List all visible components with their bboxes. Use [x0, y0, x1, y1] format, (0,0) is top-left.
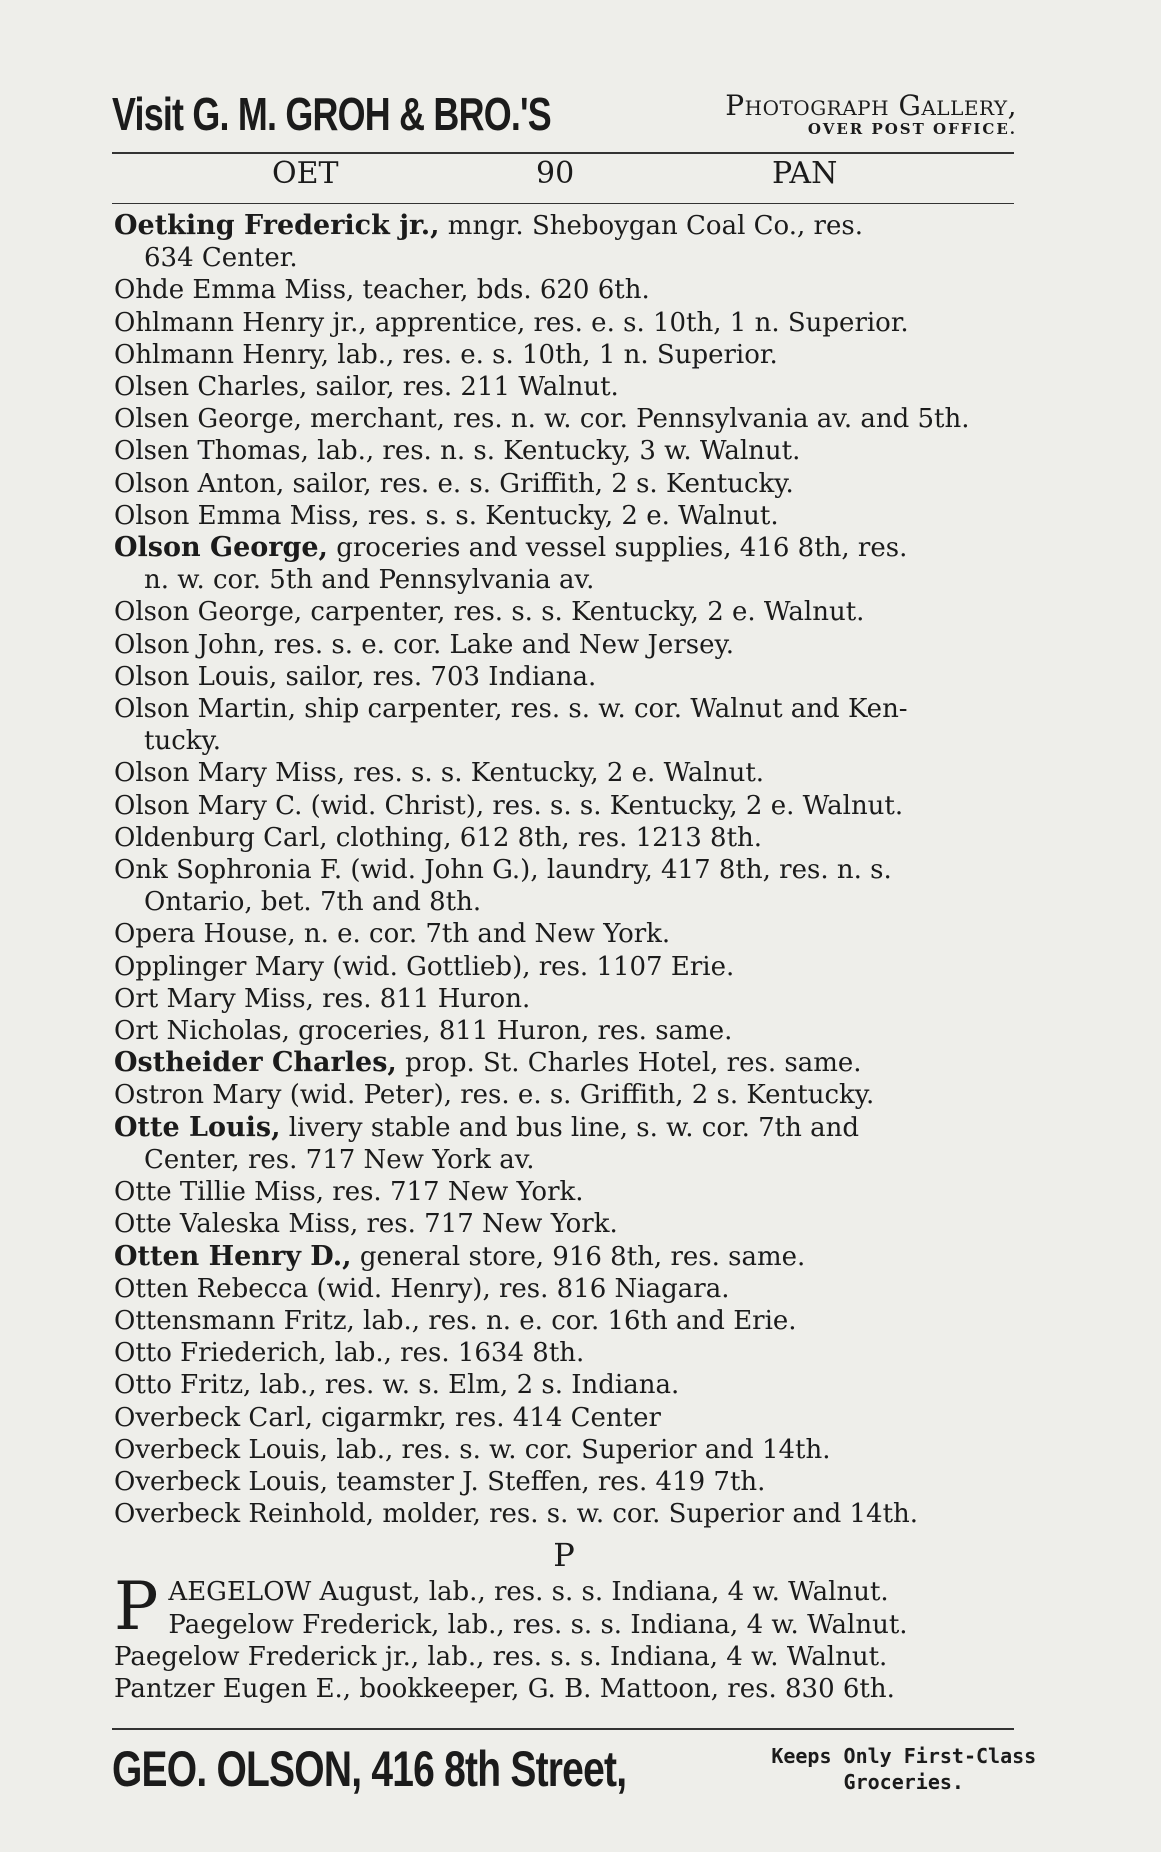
entry-name: Oetking Frederick jr.,	[114, 210, 440, 241]
list-item: Pantzer Eugen E., bookkeeper, G. B. Mattoon, res. 830 6th.	[114, 1673, 895, 1704]
header-left-guide: OET	[272, 156, 339, 191]
entry-text: Overbeck Reinhold, molder, res. s. w. cor. Superior and 14th.	[114, 1499, 919, 1530]
list-item	[114, 661, 1014, 693]
entry-text: Overbeck Carl, cigarmkr, res. 414 Center	[114, 1402, 661, 1433]
list-item	[114, 822, 1014, 854]
list-item	[114, 1369, 1014, 1401]
list-item	[114, 371, 1014, 403]
drop-cap: P	[114, 1568, 159, 1646]
list-item	[114, 1047, 1014, 1079]
list-item	[114, 1241, 1014, 1273]
list-item	[114, 274, 1014, 306]
list-item	[114, 1434, 1014, 1466]
entry-text: Opplinger Mary (wid. Gottlieb), res. 1107 Erie.	[114, 951, 735, 982]
bottom-ad-line1: Keeps Only First-Class	[771, 1744, 1037, 1768]
entry-text: Otte Tillie Miss, res. 717 New York.	[114, 1177, 584, 1208]
section-letter: P	[553, 1536, 575, 1575]
entry-text: Ohde Emma Miss, teacher, bds. 620 6th.	[114, 275, 650, 306]
entry-text: Overbeck Louis, lab., res. s. w. cor. Superior and 14th.	[114, 1434, 831, 1465]
list-item	[114, 1498, 1014, 1530]
list-item	[114, 307, 1014, 339]
list-item	[114, 468, 1014, 500]
top-advertisement	[112, 82, 1017, 146]
entry-text: Ohlmann Henry jr., apprentice, res. e. s. 10th, 1 n. Superior.	[114, 307, 909, 338]
entry-text: Olsen George, merchant, res. n. w. cor. Pennsylvania av. and 5th.	[114, 404, 970, 435]
top-ad-line1: Photograph Gallery,	[725, 88, 1017, 122]
list-item	[114, 596, 1014, 628]
list-item	[114, 210, 1014, 274]
header-right-guide: PAN	[772, 156, 838, 191]
list-item	[114, 983, 1014, 1015]
entry-text: AEGELOW August, lab., res. s. s. Indiana, 4 w. Walnut.	[168, 1577, 889, 1608]
list-item	[114, 1015, 1014, 1047]
entry-text: Otte Valeska Miss, res. 717 New York.	[114, 1209, 618, 1240]
top-ad-main-text: Visit G. M. GROH & BRO.'S	[112, 88, 551, 140]
header-divider	[112, 203, 1014, 204]
top-ad-side-text	[725, 88, 1017, 138]
entry-text: Olson George, carpenter, res. s. s. Kentucky, 2 e. Walnut.	[114, 597, 865, 628]
entry-text: Olsen Charles, sailor, res. 211 Walnut.	[114, 372, 619, 403]
list-item	[114, 1568, 1014, 1646]
entry-text: general store, 916 8th, res. same.	[351, 1241, 806, 1272]
entry-text: groceries and vessel supplies, 416 8th, res.	[327, 533, 908, 564]
list-item	[114, 1176, 1014, 1208]
entry-text: mngr. Sheboygan Coal Co., res.	[439, 211, 863, 241]
entry-text: prop. St. Charles Hotel, res. same.	[396, 1048, 862, 1079]
entry-name: Otten Henry D.,	[114, 1240, 352, 1272]
list-item	[114, 1337, 1014, 1369]
list-item	[114, 790, 1014, 822]
list-item	[114, 757, 1014, 789]
list-item	[114, 500, 1014, 532]
bottom-ad-main-text: GEO. OLSON, 416 8th Street,	[112, 1741, 627, 1797]
list-item	[114, 532, 1014, 596]
list-item	[114, 403, 1014, 435]
entry-text: Olson Louis, sailor, res. 703 Indiana.	[114, 661, 597, 692]
entry-text: Ort Mary Miss, res. 811 Huron.	[114, 983, 531, 1014]
entry-text: Ort Nicholas, groceries, 811 Huron, res. same.	[114, 1016, 733, 1047]
entry-continuation: 634 Center.	[144, 243, 298, 274]
running-header	[112, 156, 1014, 200]
entry-text: Otten Rebecca (wid. Henry), res. 816 Niagara.	[114, 1273, 730, 1304]
entry-text: Olson Anton, sailor, res. e. s. Griffith, 2 s. Kentucky.	[114, 468, 794, 499]
list-item: Paegelow Frederick jr., lab., res. s. s. Indiana, 4 w. Walnut.	[114, 1641, 888, 1672]
p-section	[114, 1641, 1014, 1705]
list-item	[114, 1273, 1014, 1305]
entry-text: livery stable and bus line, s. w. cor. 7th and	[280, 1112, 860, 1143]
entry-text: Oldenburg Carl, clothing, 612 8th, res. 1213 8th.	[114, 822, 763, 853]
entry-text: Otto Fritz, lab., res. w. s. Elm, 2 s. Indiana.	[114, 1370, 680, 1401]
list-item	[114, 1112, 1014, 1176]
list-item	[114, 951, 1014, 983]
top-ad-line2: OVER POST OFFICE.	[807, 119, 1017, 138]
bottom-advertisement	[112, 1734, 1037, 1804]
bottom-divider	[112, 1728, 1014, 1730]
entry-name: Ostheider Charles,	[114, 1047, 397, 1079]
bottom-ad-line2: Groceries.	[843, 1770, 964, 1794]
entry-text: Ostron Mary (wid. Peter), res. e. s. Griffith, 2 s. Kentucky.	[114, 1080, 875, 1111]
list-item	[114, 1208, 1014, 1240]
bottom-ad-side-text	[771, 1743, 1036, 1795]
list-item	[114, 629, 1014, 661]
entry-text: Olson Mary C. (wid. Christ), res. s. s. Kentucky, 2 e. Walnut.	[114, 790, 904, 821]
page-number: 90	[536, 156, 575, 191]
entry-text: Olson Martin, ship carpenter, res. s. w. cor. Walnut and Ken-	[114, 694, 908, 725]
top-divider	[112, 152, 1014, 154]
list-item	[114, 435, 1014, 467]
list-item	[114, 693, 1014, 757]
entry-name: Otte Louis,	[114, 1111, 281, 1143]
entry-text: Opera House, n. e. cor. 7th and New York.	[114, 919, 671, 950]
list-item	[114, 1402, 1014, 1434]
entry-text: Onk Sophronia F. (wid. John G.), laundry, 417 8th, res. n. s.	[114, 855, 892, 886]
list-item	[114, 1466, 1014, 1498]
entry-text: Otto Friederich, lab., res. 1634 8th.	[114, 1338, 585, 1369]
entry-continuation: tucky.	[144, 726, 222, 757]
entry-text: Ottensmann Fritz, lab., res. n. e. cor. 16th and Erie.	[114, 1305, 797, 1336]
entry-continuation: Center, res. 717 New York av.	[144, 1144, 535, 1175]
entry-text: Ohlmann Henry, lab., res. e. s. 10th, 1 n. Superior.	[114, 339, 778, 370]
entry-continuation: Ontario, bet. 7th and 8th.	[144, 887, 482, 918]
entry-text: Olson Emma Miss, res. s. s. Kentucky, 2 e. Walnut.	[114, 500, 779, 531]
list-item	[114, 918, 1014, 950]
entry-text: Olson John, res. s. e. cor. Lake and New Jersey.	[114, 629, 734, 660]
list-item	[114, 854, 1014, 918]
entry-text: Paegelow Frederick, lab., res. s. s. Indiana, 4 w. Walnut.	[168, 1609, 908, 1640]
entry-text: Olsen Thomas, lab., res. n. s. Kentucky, 3 w. Walnut.	[114, 436, 801, 467]
entry-name: Olson George,	[114, 532, 328, 564]
list-item	[114, 1305, 1014, 1337]
directory-entries	[114, 210, 1014, 1705]
list-item	[114, 339, 1014, 371]
entry-continuation: n. w. cor. 5th and Pennsylvania av.	[144, 565, 595, 596]
list-item	[114, 1079, 1014, 1111]
o-section	[114, 210, 1014, 1530]
entry-text: Olson Mary Miss, res. s. s. Kentucky, 2 e. Walnut.	[114, 758, 765, 789]
entry-text: Overbeck Louis, teamster J. Steffen, res. 419 7th.	[114, 1466, 766, 1497]
